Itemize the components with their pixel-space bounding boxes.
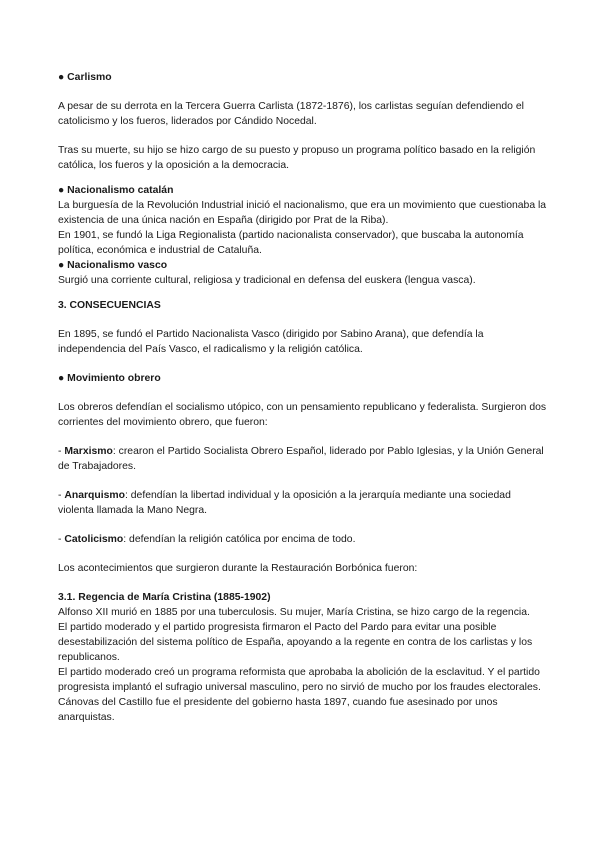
list-text: : defendían la libertad individual y la oposición a la jerarquía mediante una sociedad violenta llamada la Mano Negra. — [58, 490, 511, 516]
heading-carlismo: ● Carlismo — [58, 72, 112, 83]
heading-regencia: 3.1. Regencia de María Cristina (1885-1902) — [58, 592, 271, 603]
paragraph-catalan-2: En 1901, se fundó la Liga Regionalista (partido nacionalista conservador), que buscaba la autonomía política, económica e industrial de Cataluña. — [58, 230, 524, 256]
term-marxismo: Marxismo — [64, 446, 113, 457]
term-anarquismo: Anarquismo — [64, 490, 125, 501]
list-prefix: - — [58, 446, 65, 457]
paragraph-vasco-1: Surgió una corriente cultural, religiosa y tradicional en defensa del euskera (lengua vasca). — [58, 275, 476, 286]
heading-nacionalismo-vasco: ● Nacionalismo vasco — [58, 260, 168, 271]
paragraph-consecuencias-1: En 1895, se fundó el Partido Nacionalista Vasco (dirigido por Sabino Arana), que defendía la independencia del País Vasco, el radicalismo y la religión católica. — [58, 329, 484, 355]
list-prefix: - — [58, 534, 65, 545]
heading-nacionalismo-catalan: ● Nacionalismo catalán — [58, 185, 174, 196]
list-item-catolicismo — [58, 532, 548, 547]
list-text: : crearon el Partido Socialista Obrero Español, liderado por Pablo Iglesias, y la Unión General de Trabajadores. — [58, 446, 544, 472]
text-column — [58, 70, 548, 725]
heading-movimiento-obrero: ● Movimiento obrero — [58, 373, 161, 384]
paragraph-obrero-intro: Los obreros defendían el socialismo utópico, con un pensamiento republicano y federalista. Surgieron dos corrientes del movimiento obrero, que fueron: — [58, 402, 547, 428]
paragraph-regencia-4: Cánovas del Castillo fue el presidente del gobierno hasta 1897, cuando fue asesinado por unos anarquistas. — [58, 697, 498, 723]
paragraph-regencia-1: Alfonso XII murió en 1885 por una tuberculosis. Su mujer, María Cristina, se hizo cargo de la regencia. — [58, 607, 530, 618]
paragraph-acontecimientos: Los acontecimientos que surgieron durante la Restauración Borbónica fueron: — [58, 563, 418, 574]
paragraph-regencia-2: El partido moderado y el partido progresista firmaron el Pacto del Pardo para evitar una posible desestabilización del sistema político de España, apoyando a la regente en contra de los carlistas y los republicanos. — [58, 622, 533, 663]
list-prefix: - — [58, 490, 65, 501]
paragraph-catalan-1: La burguesía de la Revolución Industrial inició el nacionalismo, que era un movimiento que cuestionaba la existencia de una única nación en España (dirigido por Prat de la Riba). — [58, 200, 547, 226]
term-catolicismo: Catolicismo — [64, 534, 124, 545]
paragraph-carlismo-1: A pesar de su derrota en la Tercera Guerra Carlista (1872-1876), los carlistas seguían defendiendo el catolicismo y los fueros, liderados por Cándido Nocedal. — [58, 101, 524, 127]
list-item-marxismo — [58, 444, 548, 474]
paragraph-regencia-3: El partido moderado creó un programa reformista que aprobaba la abolición de la esclavitud. Y el partido progresista implantó el sufragio universal masculino, pero no sirvió de mucho por los fraudes electorales. — [58, 667, 541, 693]
list-item-anarquismo — [58, 488, 548, 518]
paragraph-carlismo-2: Tras su muerte, su hijo se hizo cargo de su puesto y propuso un programa político basado en la religión católica, los fueros y la oposición a la democracia. — [58, 145, 536, 171]
heading-consecuencias: 3. CONSECUENCIAS — [58, 300, 161, 311]
list-text: : defendían la religión católica por encima de todo. — [123, 534, 356, 545]
